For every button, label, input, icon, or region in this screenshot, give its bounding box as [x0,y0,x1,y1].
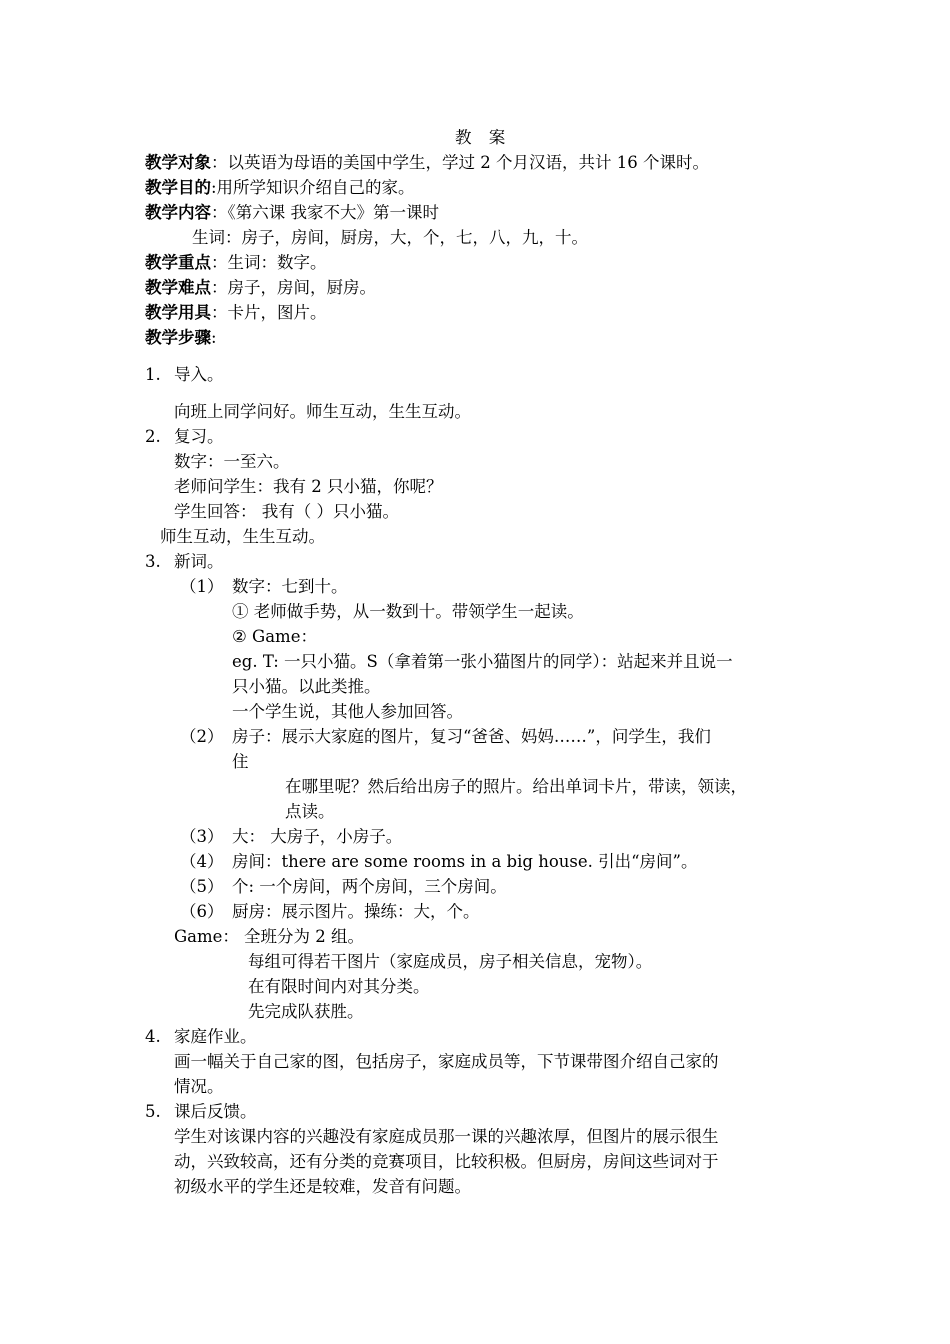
substep-text: 数字：七到十。 [232,577,348,596]
substep-text: 房子：展示大家庭的图片，复习“爸爸、妈妈……”，问学生，我们 [232,727,711,746]
step-title: 家庭作业。 [174,1027,257,1046]
teaching-tools-line [145,301,327,325]
step-text: 情况。 [174,1077,224,1096]
step-text: 数字：一至六。 [174,452,290,471]
substep-number: （3） [180,827,224,846]
substep-number: （4） [180,852,224,871]
teaching-difficulty-line [145,276,376,300]
game-label: Game： [174,927,239,946]
game-text: 先完成队获胜。 [248,1002,364,1021]
field-label: 教学难点 [145,278,211,297]
field-value: ：生词：数字。 [211,253,327,272]
substep-text: ② Game： [232,627,317,646]
field-value: :用所学知识介绍自己的家。 [211,178,415,197]
step-number: 3. [145,552,161,571]
field-value: ：《第六课 我家不大》第一课时 [211,203,439,222]
field-value: : [211,328,217,347]
substep-text: 在哪里呢？然后给出房子的照片。给出单词卡片，带读，领读， [285,777,747,796]
substep-text: 大： 大房子，小房子。 [232,827,403,846]
teaching-focus-line [145,251,327,275]
step-title: 新词。 [174,552,224,571]
substep-text: 厨房：展示图片。操练：大，个。 [232,902,480,921]
game-text: 在有限时间内对其分类。 [248,977,430,996]
field-label: 教学目的 [145,178,211,197]
step-number: 4. [145,1027,161,1046]
step-number: 1. [145,365,161,384]
substep-text: 一个学生说，其他人参加回答。 [232,702,463,721]
substep-text: 住 [232,752,249,771]
substep-text: 个: 一个房间，两个房间，三个房间。 [232,877,507,896]
teaching-goal-line [145,176,415,200]
substep-text: eg. T: 一只小猫。S（拿着第一张小猫图片的同学）：站起来并且说一 [232,652,733,671]
step-text: 学生对该课内容的兴趣没有家庭成员那一课的兴趣浓厚，但图片的展示很生 [174,1127,719,1146]
step-text: 动，兴致较高，还有分类的竞赛项目，比较积极。但厨房，房间这些词对于 [174,1152,719,1171]
substep-text: ① 老师做手势，从一数到十。带领学生一起读。 [232,602,584,621]
field-label: 教学重点 [145,253,211,272]
game-text: 每组可得若干图片（家庭成员，房子相关信息，宠物）。 [248,952,653,971]
step-text: 学生回答： 我有（ ）只小猫。 [174,502,399,521]
teaching-content-line [145,201,439,225]
step-title: 导入。 [174,365,224,384]
substep-text: 点读。 [285,802,335,821]
field-value: ：房子，房间，厨房。 [211,278,376,297]
teaching-target-line [145,151,709,175]
field-label: 教学步骤 [145,328,211,347]
step-title: 课后反馈。 [174,1102,257,1121]
field-value: ：卡片，图片。 [211,303,327,322]
vocabulary-line: 生词：房子，房间，厨房，大，个，七，八，九，十。 [192,228,588,247]
field-label: 教学用具 [145,303,211,322]
teaching-steps-line [145,326,217,350]
step-title: 复习。 [174,427,224,446]
substep-number: （5） [180,877,224,896]
document-title: 教 案 [455,128,512,147]
substep-number: （2） [180,727,224,746]
step-number: 2. [145,427,161,446]
field-value: ：以英语为母语的美国中学生，学过 2 个月汉语，共计 16 个课时。 [211,153,709,172]
substep-text: 房间：there are some rooms in a big house. 引出“房间”。 [232,852,698,871]
game-text: 全班分为 2 组。 [244,927,364,946]
step-text: 师生互动，生生互动。 [160,527,325,546]
substep-number: （6） [180,902,224,921]
field-label: 教学对象 [145,153,211,172]
step-text: 初级水平的学生还是较难，发音有问题。 [174,1177,471,1196]
substep-number: （1） [180,577,224,596]
step-number: 5. [145,1102,161,1121]
step-text: 向班上同学问好。师生互动，生生互动。 [174,402,471,421]
step-text: 画一幅关于自己家的图，包括房子，家庭成员等，下节课带图介绍自己家的 [174,1052,719,1071]
field-label: 教学内容 [145,203,211,222]
substep-text: 只小猫。以此类推。 [232,677,381,696]
step-text: 老师问学生：我有 2 只小猫，你呢？ [174,477,443,496]
